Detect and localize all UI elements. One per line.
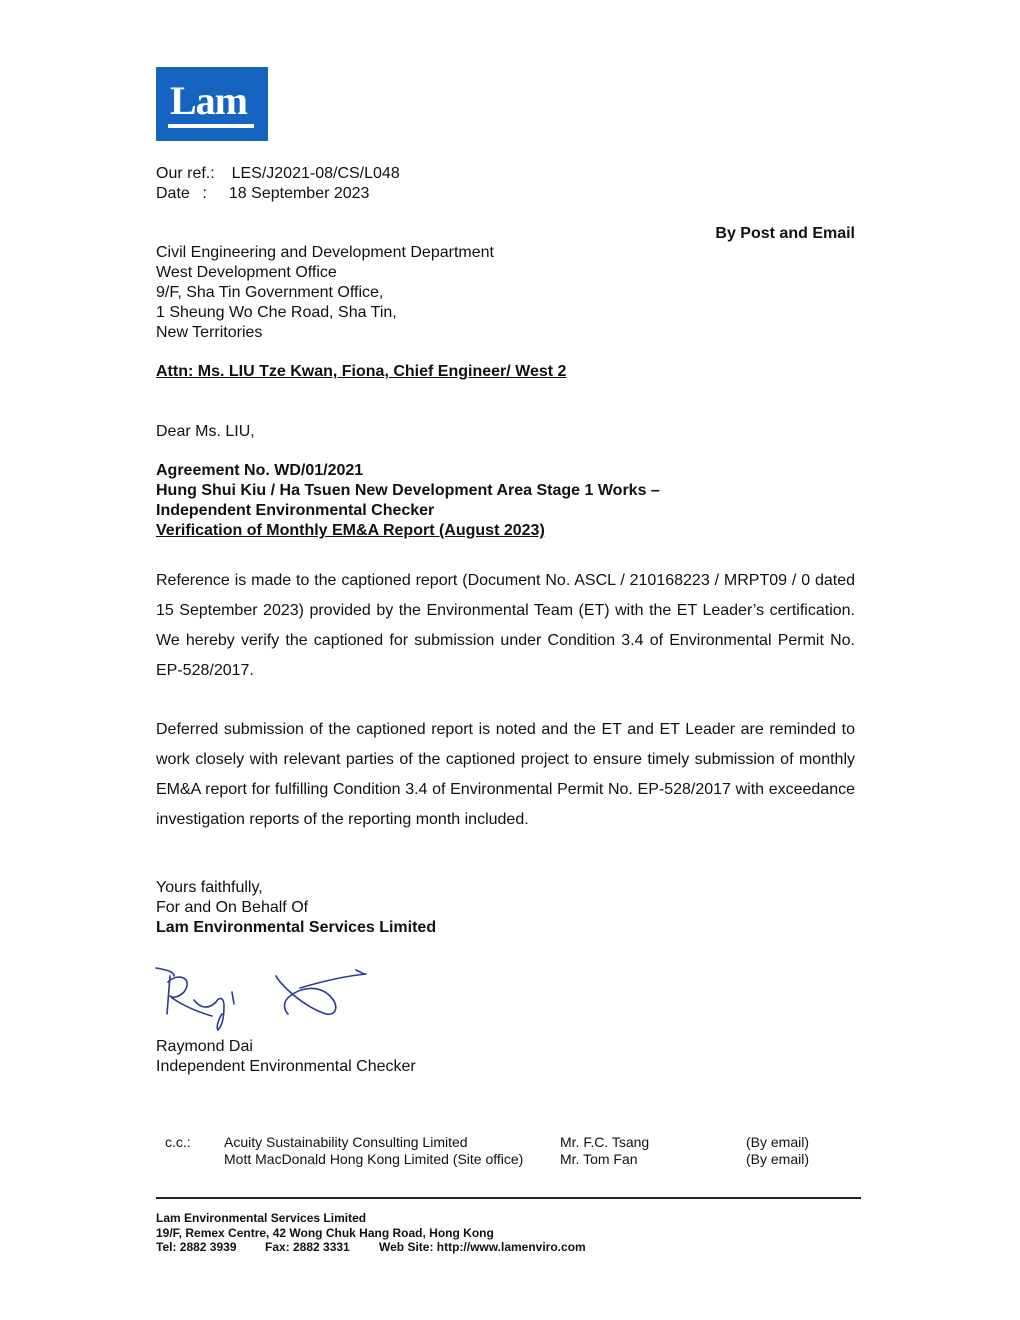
subject-project: Hung Shui Kiu / Ha Tsuen New Development Area Stage 1 Works – (156, 482, 660, 499)
date-label: Date (156, 185, 190, 202)
address-line: New Territories (156, 324, 263, 341)
cc-person: Mr. F.C. Tsang (560, 1134, 650, 1150)
salutation: Dear Ms. LIU, (156, 423, 255, 440)
footer-fax: Fax: 2882 3331 (265, 1240, 350, 1254)
footer-contact-row (156, 1240, 586, 1255)
ref-label: Our ref.: (156, 165, 215, 182)
cc-methods (746, 1134, 809, 1168)
logo-underline (168, 124, 254, 128)
signer-block (156, 1037, 416, 1077)
ref-row (156, 164, 400, 184)
subject-title: Verification of Monthly EM&A Report (August 2023) (156, 522, 545, 539)
footer-web: Web Site: http://www.lamenviro.com (379, 1240, 586, 1254)
logo-text: Lam (170, 78, 247, 123)
body-paragraph-2: Deferred submission of the captioned report is noted and the ET and ET Leader are reminded to work closely with relevant parties of the captioned project to ensure timely submission of monthly EM&A report for fulfilling Condition 3.4 of Environmental Permit No. EP-528/2017 with exceedance investigation reports of the reporting month included. (156, 721, 855, 828)
signer-title: Independent Environmental Checker (156, 1058, 416, 1075)
address-line: West Development Office (156, 264, 337, 281)
recipient-address (156, 243, 494, 343)
date-row (156, 184, 400, 204)
delivery-method: By Post and Email (715, 225, 855, 242)
cc-person: Mr. Tom Fan (560, 1151, 638, 1167)
date-separator: : (202, 185, 207, 202)
body-paragraph-1: Reference is made to the captioned report (Document No. ASCL / 210168223 / MRPT09 / 0 dated 15 September 2023) provided by the Environmental Team (ET) with the ET Leader’s certification. We hereby verify the captioned for submission under Condition 3.4 of Environmental Permit No. EP-528/2017. (156, 572, 855, 679)
cc-method: (By email) (746, 1134, 810, 1150)
cc-organisations (224, 1134, 523, 1168)
address-line: 1 Sheung Wo Che Road, Sha Tin, (156, 304, 397, 321)
subject-role: Independent Environmental Checker (156, 502, 435, 519)
closing-block (156, 878, 436, 938)
footer-tel: Tel: 2882 3939 (156, 1240, 237, 1254)
reference-block (156, 164, 400, 204)
attention-line: Attn: Ms. LIU Tze Kwan, Fiona, Chief Engineer/ West 2 (156, 363, 567, 380)
cc-method: (By email) (746, 1151, 810, 1167)
cc-organisation: Acuity Sustainability Consulting Limited (224, 1134, 468, 1150)
signature-drawing (150, 962, 380, 1034)
cc-persons (560, 1134, 649, 1168)
ref-value: LES/J2021-08/CS/L048 (231, 165, 400, 182)
closing-company: Lam Environmental Services Limited (156, 919, 437, 936)
company-logo (156, 67, 268, 141)
footer-company: Lam Environmental Services Limited (156, 1211, 367, 1225)
cc-label: c.c.: (165, 1134, 191, 1150)
date-value: 18 September 2023 (228, 185, 370, 202)
closing-behalf: For and On Behalf Of (156, 899, 309, 916)
footer-divider (156, 1197, 861, 1199)
signer-name: Raymond Dai (156, 1038, 253, 1055)
handwritten-signature (150, 962, 380, 1039)
subject-block (156, 461, 660, 541)
letterhead-footer (156, 1211, 586, 1255)
footer-address: 19/F, Remex Centre, 42 Wong Chuk Hang Road, Hong Kong (156, 1225, 494, 1240)
subject-agreement: Agreement No. WD/01/2021 (156, 462, 364, 479)
address-line: 9/F, Sha Tin Government Office, (156, 284, 384, 301)
address-line: Civil Engineering and Development Department (156, 244, 494, 261)
closing-line: Yours faithfully, (156, 879, 263, 896)
cc-organisation: Mott MacDonald Hong Kong Limited (Site office) (224, 1151, 524, 1167)
